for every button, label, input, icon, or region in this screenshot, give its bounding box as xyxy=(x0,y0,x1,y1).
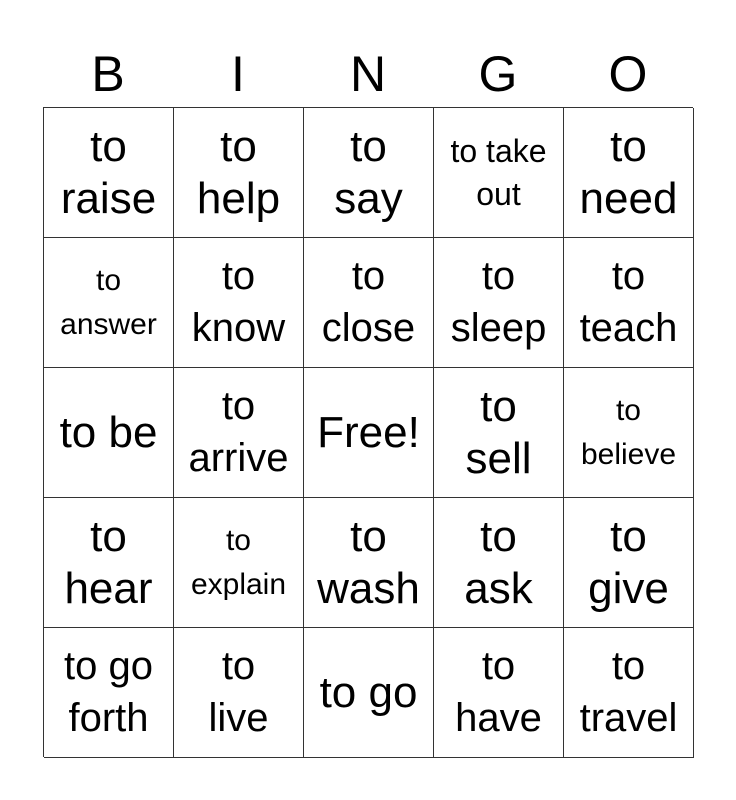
cell-text: to know xyxy=(191,254,286,350)
cell-text: to travel xyxy=(579,644,678,740)
bingo-cell-r0-c3[interactable] xyxy=(434,108,564,238)
bingo-cell-r3-c4[interactable] xyxy=(564,498,694,628)
bingo-cell-r4-c0[interactable] xyxy=(44,628,174,758)
cell-text: to take out xyxy=(450,132,547,212)
bingo-cell-r2-c0[interactable] xyxy=(44,368,174,498)
bingo-cell-r1-c3[interactable] xyxy=(434,238,564,368)
cell-text: to be xyxy=(59,407,158,457)
cell-text: to close xyxy=(321,254,416,350)
bingo-cell-r4-c4[interactable] xyxy=(564,628,694,758)
cell-text: to say xyxy=(334,122,403,223)
header-letter-n: N xyxy=(349,46,387,102)
cell-text: to wash xyxy=(317,512,420,613)
bingo-cell-r0-c0[interactable] xyxy=(44,108,174,238)
cell-text: to sell xyxy=(465,382,532,483)
bingo-board xyxy=(43,107,693,757)
cell-text: to have xyxy=(455,644,542,740)
cell-text: to answer xyxy=(60,264,157,341)
bingo-cell-r1-c0[interactable] xyxy=(44,238,174,368)
cell-text: to arrive xyxy=(188,384,289,480)
bingo-cell-r1-c1[interactable] xyxy=(174,238,304,368)
cell-text: to help xyxy=(196,122,281,223)
cell-text: to teach xyxy=(579,254,678,350)
bingo-cell-r1-c4[interactable] xyxy=(564,238,694,368)
header-letter-g: G xyxy=(478,46,518,102)
bingo-cell-r0-c1[interactable] xyxy=(174,108,304,238)
bingo-cell-r3-c1[interactable] xyxy=(174,498,304,628)
bingo-cell-r0-c4[interactable] xyxy=(564,108,694,238)
bingo-cell-r0-c2[interactable] xyxy=(304,108,434,238)
free-space-text: Free! xyxy=(317,407,420,457)
bingo-cell-r4-c1[interactable] xyxy=(174,628,304,758)
bingo-cell-r4-c3[interactable] xyxy=(434,628,564,758)
cell-text: to believe xyxy=(580,394,677,471)
bingo-cell-r3-c2[interactable] xyxy=(304,498,434,628)
cell-text: to give xyxy=(588,512,669,613)
cell-text: to go forth xyxy=(64,644,153,740)
bingo-cell-free[interactable] xyxy=(304,368,434,498)
bingo-cell-r2-c4[interactable] xyxy=(564,368,694,498)
bingo-header xyxy=(43,42,693,106)
bingo-cell-r3-c0[interactable] xyxy=(44,498,174,628)
cell-text: to live xyxy=(208,644,269,740)
cell-text: to sleep xyxy=(450,254,547,350)
cell-text: to explain xyxy=(190,524,287,601)
bingo-cell-r2-c3[interactable] xyxy=(434,368,564,498)
cell-text: to need xyxy=(579,122,678,223)
bingo-cell-r2-c1[interactable] xyxy=(174,368,304,498)
header-letter-b: B xyxy=(91,46,125,102)
header-letter-i: I xyxy=(231,46,245,102)
cell-text: to go xyxy=(319,667,418,717)
header-letter-o: O xyxy=(608,46,648,102)
cell-text: to hear xyxy=(64,512,153,613)
cell-text: to ask xyxy=(464,512,533,613)
cell-text: to raise xyxy=(60,122,157,223)
bingo-cell-r4-c2[interactable] xyxy=(304,628,434,758)
bingo-cell-r1-c2[interactable] xyxy=(304,238,434,368)
bingo-cell-r3-c3[interactable] xyxy=(434,498,564,628)
